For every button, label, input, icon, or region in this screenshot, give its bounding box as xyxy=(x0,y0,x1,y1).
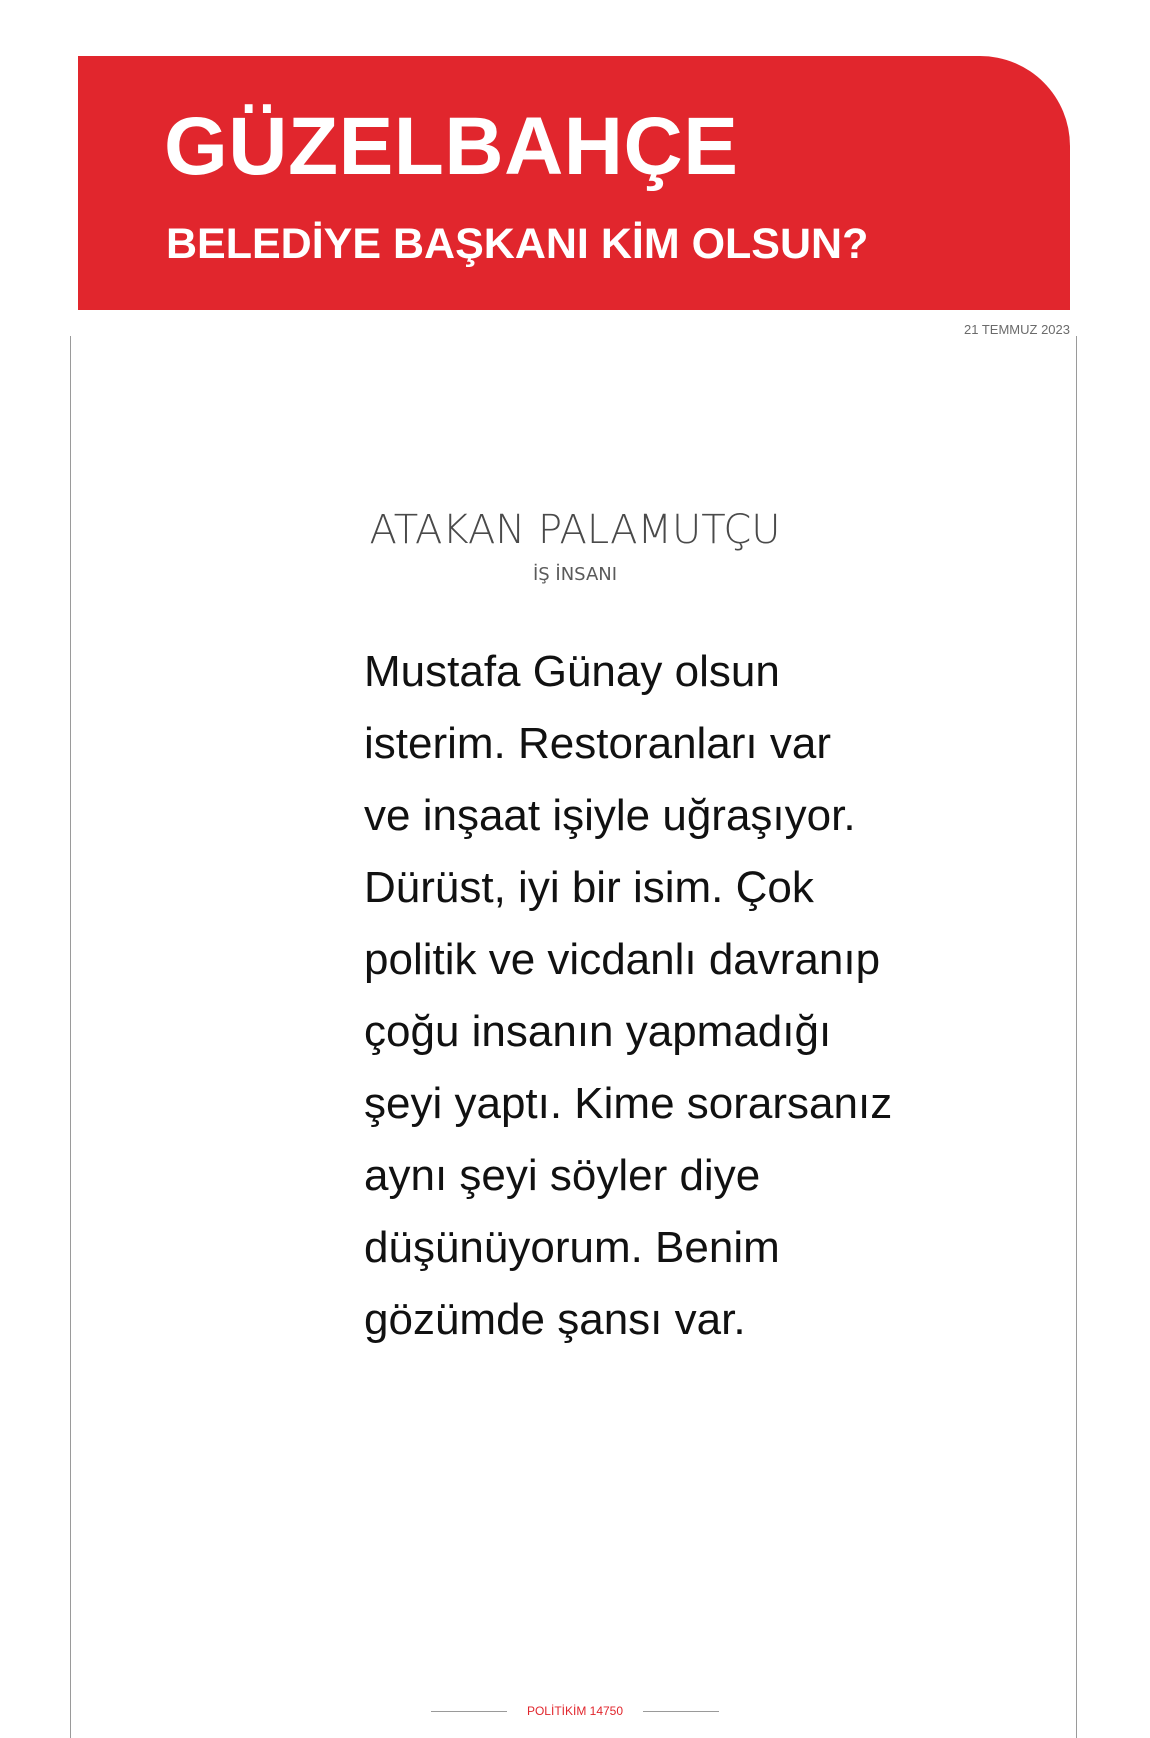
quote-line: politik ve vicdanlı davranıp xyxy=(364,935,881,984)
footer-rule-left xyxy=(431,1711,507,1712)
quote-line: şeyi yaptı. Kime sorarsanız xyxy=(364,1079,893,1128)
quote-line: Mustafa Günay olsun xyxy=(364,647,780,696)
quote-line: gözümde şansı var. xyxy=(364,1295,746,1344)
page-title: GÜZELBAHÇE xyxy=(164,101,739,192)
page-subtitle: BELEDİYE BAŞKANI KİM OLSUN? xyxy=(166,220,869,268)
footer xyxy=(0,1704,1150,1718)
author-name: ATAKAN PALAMUTÇU xyxy=(369,507,781,553)
quote-text xyxy=(364,636,892,1356)
author-title: İŞ İNSANI xyxy=(532,564,618,585)
publish-date: 21 TEMMUZ 2023 xyxy=(964,322,1070,337)
footer-label: POLİTİKİM 14750 xyxy=(526,1704,624,1718)
quote-line: çoğu insanın yapmadığı xyxy=(364,1007,832,1056)
quote-line: Dürüst, iyi bir isim. Çok xyxy=(364,863,814,912)
quote-line: ve inşaat işiyle uğraşıyor. xyxy=(364,791,856,840)
footer-rule-right xyxy=(643,1711,719,1712)
header-banner xyxy=(78,56,1070,310)
quote-line: isterim. Restoranları var xyxy=(364,719,832,768)
quote-line: aynı şeyi söyler diye xyxy=(364,1151,761,1200)
quote-line: düşünüyorum. Benim xyxy=(364,1223,780,1272)
